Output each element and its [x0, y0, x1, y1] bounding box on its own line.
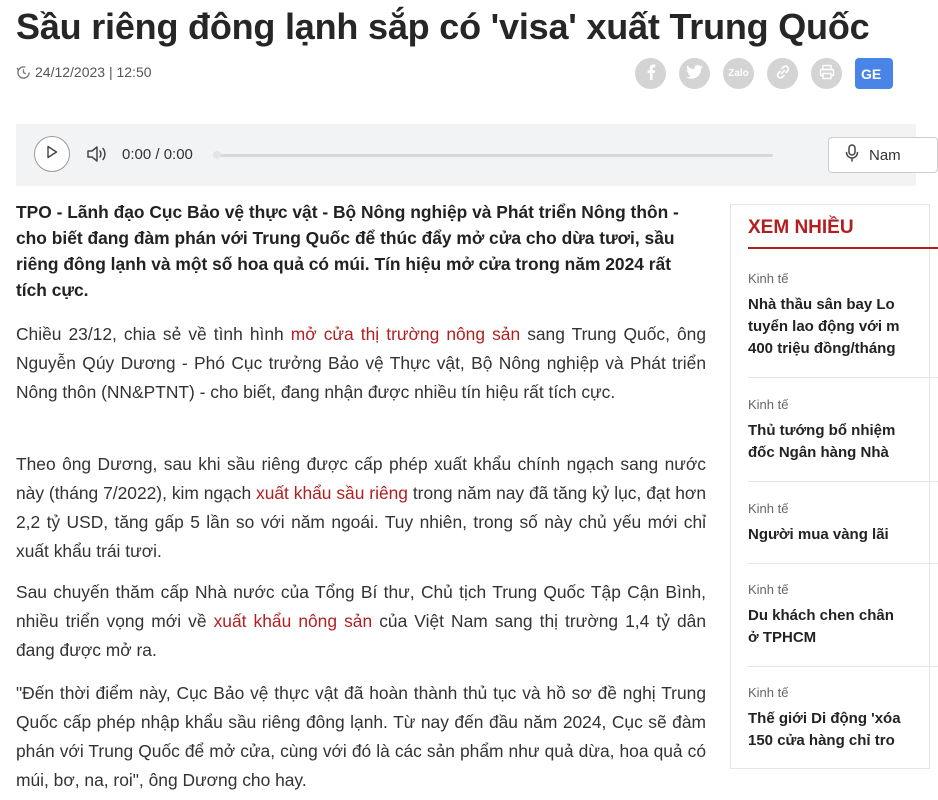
google-news-button[interactable] — [855, 58, 893, 89]
article-link[interactable]: mở cửa thị trường nông sản — [290, 324, 521, 344]
divider — [748, 377, 938, 378]
volume-icon — [86, 151, 108, 168]
copy-link-button[interactable] — [767, 58, 798, 89]
volume-button[interactable] — [86, 144, 108, 169]
paragraph-text: Theo ông Dương, sau khi sầu riêng được cấp phép xuất khẩu chính ngạch sang nước này (tháng 7/2022), kim ngạch — [16, 454, 706, 503]
article-link[interactable]: xuất khẩu nông sản — [213, 611, 373, 631]
item-headline[interactable]: Người mua vàng lãi — [748, 526, 889, 543]
twitter-share-button[interactable] — [679, 58, 710, 89]
microphone-icon — [845, 144, 859, 166]
most-viewed-panel — [730, 204, 930, 769]
paragraph-text: sang Trung Quốc, ông Nguyễn Qúy Dương - Phó Cục trưởng Bảo vệ Thực vật, Bộ Nông nghiệp và Phát triển Nông thôn (NN&PTNT) - cho biết, đang nhận được nhiều tín hiệu rất tích cực. — [16, 324, 706, 402]
printer-icon — [819, 64, 835, 84]
paragraph-text: Chiều 23/12, chia sẻ về tình hình — [16, 324, 291, 344]
link-icon — [775, 64, 791, 84]
article-datetime: 24/12/2023 | 12:50 — [35, 64, 152, 80]
divider — [748, 563, 938, 564]
article-paragraph: "Đến thời điểm này, Cục Bảo vệ thực vật đã hoàn thành thủ tục và hồ sơ đề nghị Trung Quốc cấp phép nhập khẩu sầu riêng đông lạnh. Từ nay đến đầu năm 2024, Cục sẽ đàm phán với Trung Quốc để mở cửa, cùng với đó là các sản phẩm như quả dừa, hoa quả có múi, bơ, na, roi", ông Dương cho hay. — [16, 683, 706, 790]
voice-select[interactable] — [828, 137, 938, 173]
audio-player — [16, 124, 916, 186]
title-underline — [748, 247, 938, 249]
item-category[interactable]: Kinh tế — [748, 685, 789, 700]
paragraph-text: trong năm nay đã tăng kỷ lục, đạt hơn 2,2 tỷ USD, tăng gấp 5 lần so với năm ngoái. Tuy nhiên, trong số này chủ yếu mới chỉ xuất khẩu trái tươi. — [16, 483, 707, 561]
facebook-icon — [644, 64, 658, 84]
item-headline[interactable]: Du khách chen chân ở TPHCM — [748, 607, 894, 646]
zalo-icon: Zalo — [728, 68, 749, 79]
article-paragraph — [16, 320, 706, 407]
item-category[interactable]: Kinh tế — [748, 582, 789, 597]
article-meta — [16, 64, 152, 80]
most-viewed-title: XEM NHIỀU — [748, 217, 854, 238]
article-paragraph — [16, 578, 706, 665]
item-headline[interactable]: Thế giới Di động 'xóa 150 cửa hàng chỉ tro — [748, 710, 901, 749]
item-category[interactable]: Kinh tế — [748, 271, 789, 286]
paragraph-text: của Việt Nam sang thị trường 1,4 tỷ dân đang được mở ra. — [16, 611, 707, 660]
divider — [748, 481, 938, 482]
item-headline[interactable]: Thủ tướng bổ nhiệm đốc Ngân hàng Nhà — [748, 422, 896, 461]
zalo-share-button[interactable] — [723, 58, 754, 89]
voice-label: Nam — [869, 146, 901, 164]
play-button[interactable] — [34, 136, 70, 172]
facebook-share-button[interactable] — [635, 58, 666, 89]
print-button[interactable] — [811, 58, 842, 89]
item-category[interactable]: Kinh tế — [748, 397, 789, 412]
article-title: Sầu riêng đông lạnh sắp có 'visa' xuất Trung Quốc — [16, 6, 870, 47]
most-viewed-item[interactable] — [748, 501, 928, 546]
paragraph-text: Sau chuyến thăm cấp Nhà nước của Tổng Bí thư, Chủ tịch Trung Quốc Tập Cận Bình, nhiều triển vọng mới về — [16, 582, 706, 631]
seek-bar[interactable] — [213, 154, 773, 157]
most-viewed-item[interactable] — [748, 685, 928, 752]
article-lead: TPO - Lãnh đạo Cục Bảo vệ thực vật - Bộ Nông nghiệp và Phát triển Nông thôn - cho biết đang đàm phán với Trung Quốc để thúc đẩy mở cửa cho dừa tươi, sầu riêng đông lạnh và một số hoa quả có múi. Tín hiệu mở cửa trong năm 2024 rất tích cực. — [16, 202, 679, 300]
share-bar — [635, 58, 893, 89]
play-icon — [46, 145, 58, 164]
twitter-icon — [686, 65, 703, 83]
seek-handle[interactable] — [213, 151, 221, 159]
audio-time: 0:00 / 0:00 — [122, 146, 193, 163]
item-category[interactable]: Kinh tế — [748, 501, 789, 516]
article-link[interactable]: xuất khẩu sầu riêng — [256, 483, 408, 503]
clock-history-icon — [16, 65, 31, 80]
item-headline[interactable]: Nhà thầu sân bay Lo tuyển lao động với m 400 triệu đồng/tháng — [748, 296, 900, 357]
most-viewed-item[interactable] — [748, 271, 928, 360]
article-paragraph — [16, 450, 706, 566]
most-viewed-item[interactable] — [748, 397, 928, 464]
divider — [748, 666, 938, 667]
google-news-icon: GE — [861, 65, 882, 82]
most-viewed-item[interactable] — [748, 582, 928, 649]
